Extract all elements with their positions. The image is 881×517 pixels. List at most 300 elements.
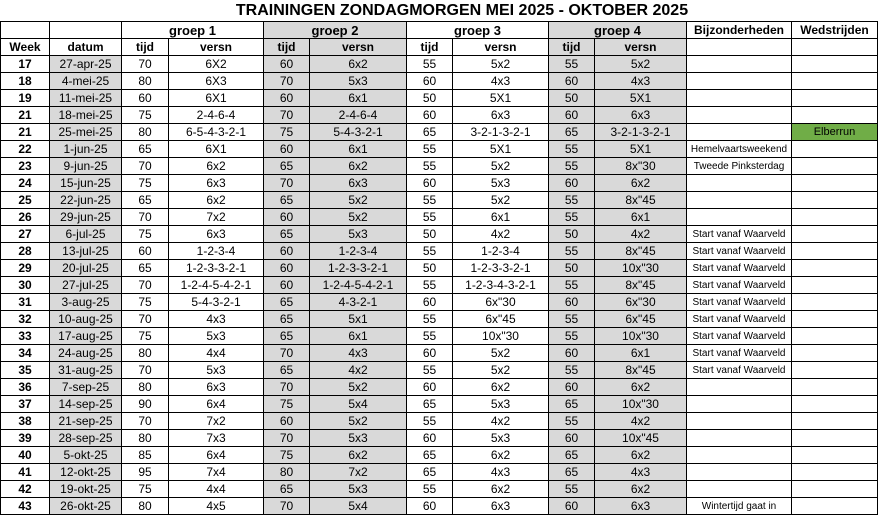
g2-tijd-cell: 75 <box>264 447 310 464</box>
datum-cell: 1-jun-25 <box>50 141 122 158</box>
week-cell: 22 <box>1 141 50 158</box>
wedstrijden-cell <box>792 56 878 73</box>
g4-versn-cell: 3-2-1-3-2-1 <box>595 124 687 141</box>
g2-tijd-cell: 70 <box>264 107 310 124</box>
g3-tijd-cell: 55 <box>407 243 453 260</box>
g3-tijd-cell: 50 <box>407 90 453 107</box>
g3-versn-cell: 1-2-3-3-2-1 <box>453 260 549 277</box>
week-cell: 43 <box>1 498 50 515</box>
g2-versn-cell: 5x3 <box>310 226 407 243</box>
g1-versn-cell: 4x3 <box>169 311 264 328</box>
datum-cell: 15-jun-25 <box>50 175 122 192</box>
g1-versn-cell: 6-5-4-3-2-1 <box>169 124 264 141</box>
table-row <box>1 124 878 141</box>
sheet-title: TRAININGEN ZONDAGMORGEN MEI 2025 - OKTOBER 2025 <box>235 2 689 19</box>
g2-versn-cell: 1-2-4-5-4-2-1 <box>310 277 407 294</box>
g2-versn-cell: 6x2 <box>310 56 407 73</box>
wedstrijden-cell: Elberrun <box>792 124 878 141</box>
g2-tijd-cell: 60 <box>264 56 310 73</box>
g1-versn-cell: 5x3 <box>169 362 264 379</box>
g4-tijd-cell: 50 <box>549 90 595 107</box>
g2-versn-cell: 4x3 <box>310 345 407 362</box>
g2-tijd-cell: 65 <box>264 294 310 311</box>
datum-cell: 29-jun-25 <box>50 209 122 226</box>
g2-versn-cell: 6x1 <box>310 328 407 345</box>
datum-cell: 19-okt-25 <box>50 481 122 498</box>
datum-cell: 17-aug-25 <box>50 328 122 345</box>
column-header-row <box>1 39 878 56</box>
bijzonderheden-cell <box>687 481 792 498</box>
datum-cell: 20-jul-25 <box>50 260 122 277</box>
bijzonderheden-cell <box>687 396 792 413</box>
bijzonderheden-cell: Start vanaf Waarveld <box>687 294 792 311</box>
datum-cell: 10-aug-25 <box>50 311 122 328</box>
g4-versn-cell: 5X1 <box>595 141 687 158</box>
g1-versn-cell: 1-2-3-3-2-1 <box>169 260 264 277</box>
g3-versn-cell: 1-2-3-4-3-2-1 <box>453 277 549 294</box>
g1-versn-cell: 6x2 <box>169 192 264 209</box>
g4-versn-cell: 6x"30 <box>595 294 687 311</box>
g2-versn-cell: 6x3 <box>310 175 407 192</box>
g1-tijd-cell: 95 <box>122 464 169 481</box>
bijzonderheden-cell <box>687 56 792 73</box>
week-cell: 30 <box>1 277 50 294</box>
g2-versn-cell: 5x2 <box>310 192 407 209</box>
g1-versn-header: versn <box>169 39 264 56</box>
g2-tijd-cell: 60 <box>264 209 310 226</box>
g2-versn-cell: 5x3 <box>310 481 407 498</box>
g1-tijd-cell: 80 <box>122 430 169 447</box>
g3-versn-cell: 6x1 <box>453 209 549 226</box>
g3-versn-cell: 10x"30 <box>453 328 549 345</box>
table-row <box>1 107 878 124</box>
table-row <box>1 498 878 515</box>
g4-tijd-cell: 55 <box>549 209 595 226</box>
g1-tijd-cell: 75 <box>122 175 169 192</box>
datum-cell: 14-sep-25 <box>50 396 122 413</box>
datum-cell: 26-okt-25 <box>50 498 122 515</box>
week-header: Week <box>1 39 50 56</box>
table-row <box>1 226 878 243</box>
table-row <box>1 328 878 345</box>
g3-versn-cell: 5x3 <box>453 396 549 413</box>
g3-versn-cell: 5X1 <box>453 90 549 107</box>
bijzonderheden-cell <box>687 464 792 481</box>
table-row <box>1 396 878 413</box>
week-cell: 42 <box>1 481 50 498</box>
wedstrijden-cell <box>792 396 878 413</box>
table-row <box>1 277 878 294</box>
g4-versn-cell: 10x"30 <box>595 396 687 413</box>
table-row <box>1 294 878 311</box>
g3-tijd-cell: 60 <box>407 175 453 192</box>
g3-tijd-cell: 65 <box>407 124 453 141</box>
g3-tijd-cell: 55 <box>407 277 453 294</box>
g2-tijd-cell: 75 <box>264 396 310 413</box>
g4-versn-cell: 4x3 <box>595 464 687 481</box>
g2-versn-cell: 2-4-6-4 <box>310 107 407 124</box>
bijzonderheden-cell <box>687 90 792 107</box>
g1-tijd-cell: 70 <box>122 209 169 226</box>
g1-versn-cell: 6X3 <box>169 73 264 90</box>
g3-tijd-cell: 55 <box>407 209 453 226</box>
wedstrijden-cell <box>792 209 878 226</box>
wedstrijden-cell <box>792 260 878 277</box>
g2-versn-cell: 5x3 <box>310 73 407 90</box>
wedstrijden-cell <box>792 294 878 311</box>
g3-tijd-cell: 55 <box>407 362 453 379</box>
g3-tijd-header: tijd <box>407 39 453 56</box>
wedstrijden-cell <box>792 498 878 515</box>
g2-tijd-cell: 60 <box>264 90 310 107</box>
g3-tijd-cell: 60 <box>407 107 453 124</box>
bijzonderheden-cell: Start vanaf Waarveld <box>687 345 792 362</box>
week-cell: 38 <box>1 413 50 430</box>
g3-versn-cell: 5x2 <box>453 192 549 209</box>
g2-tijd-cell: 60 <box>264 413 310 430</box>
g1-versn-cell: 7x2 <box>169 209 264 226</box>
g1-tijd-cell: 75 <box>122 226 169 243</box>
g4-tijd-cell: 65 <box>549 464 595 481</box>
week-cell: 34 <box>1 345 50 362</box>
datum-cell: 28-sep-25 <box>50 430 122 447</box>
wedstrijden-cell <box>792 243 878 260</box>
g1-versn-cell: 4x5 <box>169 498 264 515</box>
g4-tijd-cell: 65 <box>549 447 595 464</box>
g1-tijd-cell: 80 <box>122 345 169 362</box>
week-cell: 21 <box>1 124 50 141</box>
g4-versn-cell: 8x"45 <box>595 277 687 294</box>
g2-tijd-cell: 65 <box>264 328 310 345</box>
g2-versn-cell: 4-3-2-1 <box>310 294 407 311</box>
datum-cell: 31-aug-25 <box>50 362 122 379</box>
g3-tijd-cell: 60 <box>407 73 453 90</box>
g4-versn-header: versn <box>595 39 687 56</box>
g1-tijd-cell: 75 <box>122 481 169 498</box>
g2-versn-cell: 5-4-3-2-1 <box>310 124 407 141</box>
wedstrijden-cell <box>792 413 878 430</box>
datum-cell: 3-aug-25 <box>50 294 122 311</box>
week-cell: 19 <box>1 90 50 107</box>
g3-versn-cell: 5x2 <box>453 345 549 362</box>
week-cell: 28 <box>1 243 50 260</box>
g3-tijd-cell: 55 <box>407 481 453 498</box>
group-2-header: groep 2 <box>264 22 407 39</box>
group-1-header: groep 1 <box>122 22 264 39</box>
g2-versn-cell: 5x3 <box>310 430 407 447</box>
bijzonderheden-cell <box>687 430 792 447</box>
g4-versn-cell: 6x1 <box>595 345 687 362</box>
g2-versn-cell: 5x2 <box>310 209 407 226</box>
g3-versn-cell: 1-2-3-4 <box>453 243 549 260</box>
g4-tijd-cell: 55 <box>549 328 595 345</box>
bijzonderheden-cell: Start vanaf Waarveld <box>687 311 792 328</box>
g2-versn-header: versn <box>310 39 407 56</box>
group-3-header: groep 3 <box>407 22 549 39</box>
week-cell: 23 <box>1 158 50 175</box>
table-row <box>1 141 878 158</box>
g2-tijd-cell: 60 <box>264 260 310 277</box>
datum-cell: 7-sep-25 <box>50 379 122 396</box>
g4-tijd-cell: 55 <box>549 311 595 328</box>
g4-tijd-cell: 55 <box>549 56 595 73</box>
bijzonderheden-cell: Start vanaf Waarveld <box>687 328 792 345</box>
g2-versn-cell: 1-2-3-4 <box>310 243 407 260</box>
g4-versn-cell: 6x"45 <box>595 311 687 328</box>
wedstrijden-cell <box>792 328 878 345</box>
bijzonderheden-cell: Start vanaf Waarveld <box>687 226 792 243</box>
g4-tijd-cell: 65 <box>549 396 595 413</box>
g1-versn-cell: 6x4 <box>169 396 264 413</box>
table-row <box>1 175 878 192</box>
bijzonderheden-cell: Start vanaf Waarveld <box>687 260 792 277</box>
g1-tijd-cell: 65 <box>122 260 169 277</box>
g2-tijd-header: tijd <box>264 39 310 56</box>
g1-versn-cell: 1-2-3-4 <box>169 243 264 260</box>
g2-tijd-cell: 60 <box>264 243 310 260</box>
g1-versn-cell: 2-4-6-4 <box>169 107 264 124</box>
g4-tijd-cell: 65 <box>549 124 595 141</box>
g1-versn-cell: 6X1 <box>169 141 264 158</box>
bijzonderheden-header: Bijzonderheden <box>687 22 792 39</box>
g3-versn-cell: 4x2 <box>453 226 549 243</box>
g4-tijd-cell: 55 <box>549 481 595 498</box>
g4-versn-cell: 10x"45 <box>595 430 687 447</box>
g1-versn-cell: 6x2 <box>169 158 264 175</box>
g2-tijd-cell: 80 <box>264 464 310 481</box>
wedstrijden-cell <box>792 430 878 447</box>
g2-tijd-cell: 70 <box>264 498 310 515</box>
g2-tijd-cell: 65 <box>264 192 310 209</box>
g1-tijd-cell: 70 <box>122 277 169 294</box>
g2-versn-cell: 5x4 <box>310 498 407 515</box>
g2-tijd-cell: 65 <box>264 158 310 175</box>
bijzonderheden-cell <box>687 413 792 430</box>
week-cell: 24 <box>1 175 50 192</box>
g3-tijd-cell: 50 <box>407 260 453 277</box>
wedstrijden-header-blank <box>792 39 878 56</box>
g4-versn-cell: 6x2 <box>595 481 687 498</box>
week-cell: 35 <box>1 362 50 379</box>
week-cell: 25 <box>1 192 50 209</box>
datum-cell: 25-mei-25 <box>50 124 122 141</box>
g3-versn-cell: 5x2 <box>453 362 549 379</box>
datum-cell: 6-jul-25 <box>50 226 122 243</box>
g1-tijd-cell: 70 <box>122 311 169 328</box>
table-row <box>1 158 878 175</box>
group-header-row <box>1 22 878 39</box>
g3-versn-cell: 5x2 <box>453 158 549 175</box>
g1-tijd-cell: 60 <box>122 243 169 260</box>
g4-versn-cell: 8x"45 <box>595 192 687 209</box>
g1-versn-cell: 7x3 <box>169 430 264 447</box>
datum-cell: 11-mei-25 <box>50 90 122 107</box>
wedstrijden-cell <box>792 107 878 124</box>
wedstrijden-cell <box>792 447 878 464</box>
g1-tijd-cell: 70 <box>122 362 169 379</box>
g4-versn-cell: 6x2 <box>595 175 687 192</box>
table-row <box>1 447 878 464</box>
g3-tijd-cell: 60 <box>407 379 453 396</box>
g1-versn-cell: 5-4-3-2-1 <box>169 294 264 311</box>
week-cell: 26 <box>1 209 50 226</box>
datum-cell: 24-aug-25 <box>50 345 122 362</box>
bijzonderheden-cell <box>687 379 792 396</box>
g1-tijd-cell: 60 <box>122 90 169 107</box>
g4-versn-cell: 4x2 <box>595 226 687 243</box>
datum-cell: 27-jul-25 <box>50 277 122 294</box>
g1-tijd-cell: 70 <box>122 158 169 175</box>
wedstrijden-cell <box>792 90 878 107</box>
g2-tijd-cell: 70 <box>264 379 310 396</box>
g3-versn-cell: 5x3 <box>453 175 549 192</box>
week-cell: 17 <box>1 56 50 73</box>
g4-tijd-cell: 55 <box>549 277 595 294</box>
g1-versn-cell: 7x2 <box>169 413 264 430</box>
g4-tijd-cell: 50 <box>549 260 595 277</box>
g3-tijd-cell: 65 <box>407 464 453 481</box>
g4-tijd-header: tijd <box>549 39 595 56</box>
table-row <box>1 379 878 396</box>
g4-tijd-cell: 60 <box>549 107 595 124</box>
g1-tijd-cell: 70 <box>122 413 169 430</box>
wedstrijden-cell <box>792 158 878 175</box>
g3-versn-cell: 6x3 <box>453 498 549 515</box>
bijzonderheden-cell <box>687 209 792 226</box>
bijzonderheden-cell <box>687 192 792 209</box>
wedstrijden-cell <box>792 226 878 243</box>
g3-versn-cell: 5x3 <box>453 430 549 447</box>
g4-versn-cell: 5X1 <box>595 90 687 107</box>
g4-tijd-cell: 60 <box>549 430 595 447</box>
g4-versn-cell: 4x3 <box>595 73 687 90</box>
bijzonderheden-cell: Hemelvaartsweekend <box>687 141 792 158</box>
bijzonderheden-header-blank <box>687 39 792 56</box>
g3-versn-cell: 6x2 <box>453 481 549 498</box>
g4-tijd-cell: 55 <box>549 413 595 430</box>
g3-tijd-cell: 55 <box>407 192 453 209</box>
table-row <box>1 192 878 209</box>
g4-tijd-cell: 60 <box>549 379 595 396</box>
g1-versn-cell: 6X2 <box>169 56 264 73</box>
datum-cell: 13-jul-25 <box>50 243 122 260</box>
bijzonderheden-cell: Start vanaf Waarveld <box>687 362 792 379</box>
table-row <box>1 260 878 277</box>
g2-versn-cell: 5x2 <box>310 379 407 396</box>
g3-versn-header: versn <box>453 39 549 56</box>
g2-tijd-cell: 70 <box>264 73 310 90</box>
g2-versn-cell: 7x2 <box>310 464 407 481</box>
table-row <box>1 56 878 73</box>
g3-versn-cell: 4x3 <box>453 464 549 481</box>
wedstrijden-cell <box>792 464 878 481</box>
g2-tijd-cell: 60 <box>264 277 310 294</box>
g2-tijd-cell: 65 <box>264 362 310 379</box>
g2-versn-cell: 6x1 <box>310 141 407 158</box>
bijzonderheden-cell: Wintertijd gaat in <box>687 498 792 515</box>
week-cell: 37 <box>1 396 50 413</box>
wedstrijden-cell <box>792 379 878 396</box>
g3-tijd-cell: 55 <box>407 141 453 158</box>
wedstrijden-header: Wedstrijden <box>792 22 878 39</box>
g4-versn-cell: 4x2 <box>595 413 687 430</box>
g4-versn-cell: 5x2 <box>595 56 687 73</box>
g4-versn-cell: 10x"30 <box>595 328 687 345</box>
g3-tijd-cell: 55 <box>407 158 453 175</box>
g3-versn-cell: 6x"45 <box>453 311 549 328</box>
table-row <box>1 345 878 362</box>
g3-versn-cell: 5x2 <box>453 56 549 73</box>
g2-versn-cell: 6x2 <box>310 447 407 464</box>
datum-cell: 22-jun-25 <box>50 192 122 209</box>
table-row <box>1 481 878 498</box>
bijzonderheden-cell: Start vanaf Waarveld <box>687 243 792 260</box>
datum-cell: 21-sep-25 <box>50 413 122 430</box>
wedstrijden-cell <box>792 345 878 362</box>
g3-versn-cell: 5X1 <box>453 141 549 158</box>
g3-tijd-cell: 60 <box>407 345 453 362</box>
g2-versn-cell: 5x2 <box>310 413 407 430</box>
blank-cell <box>50 22 122 39</box>
g1-tijd-cell: 80 <box>122 498 169 515</box>
g4-tijd-cell: 60 <box>549 498 595 515</box>
g2-tijd-cell: 60 <box>264 141 310 158</box>
g4-versn-cell: 10x"30 <box>595 260 687 277</box>
g4-versn-cell: 6x3 <box>595 498 687 515</box>
g1-tijd-header: tijd <box>122 39 169 56</box>
g3-versn-cell: 6x2 <box>453 379 549 396</box>
g3-tijd-cell: 50 <box>407 226 453 243</box>
g3-tijd-cell: 55 <box>407 311 453 328</box>
g3-tijd-cell: 55 <box>407 328 453 345</box>
bijzonderheden-cell <box>687 175 792 192</box>
g1-versn-cell: 6X1 <box>169 90 264 107</box>
week-cell: 33 <box>1 328 50 345</box>
g2-versn-cell: 6x2 <box>310 158 407 175</box>
g4-tijd-cell: 60 <box>549 175 595 192</box>
wedstrijden-cell <box>792 362 878 379</box>
g1-versn-cell: 4x4 <box>169 345 264 362</box>
blank-cell <box>1 22 50 39</box>
week-cell: 32 <box>1 311 50 328</box>
g1-tijd-cell: 65 <box>122 192 169 209</box>
g2-versn-cell: 5x1 <box>310 311 407 328</box>
g3-versn-cell: 6x3 <box>453 107 549 124</box>
wedstrijden-cell <box>792 277 878 294</box>
week-cell: 36 <box>1 379 50 396</box>
g4-tijd-cell: 55 <box>549 192 595 209</box>
g4-versn-cell: 6x3 <box>595 107 687 124</box>
g1-tijd-cell: 70 <box>122 56 169 73</box>
g1-tijd-cell: 85 <box>122 447 169 464</box>
week-cell: 18 <box>1 73 50 90</box>
g2-tijd-cell: 70 <box>264 430 310 447</box>
g1-versn-cell: 6x4 <box>169 447 264 464</box>
g1-versn-cell: 6x3 <box>169 175 264 192</box>
table-row <box>1 209 878 226</box>
g4-tijd-cell: 60 <box>549 73 595 90</box>
g4-tijd-cell: 55 <box>549 362 595 379</box>
table-row <box>1 243 878 260</box>
training-schedule-table <box>0 21 878 515</box>
g4-tijd-cell: 50 <box>549 226 595 243</box>
g4-versn-cell: 8x"30 <box>595 158 687 175</box>
g4-versn-cell: 8x"45 <box>595 362 687 379</box>
g2-tijd-cell: 70 <box>264 175 310 192</box>
datum-cell: 27-apr-25 <box>50 56 122 73</box>
g2-versn-cell: 4x2 <box>310 362 407 379</box>
g3-versn-cell: 4x3 <box>453 73 549 90</box>
